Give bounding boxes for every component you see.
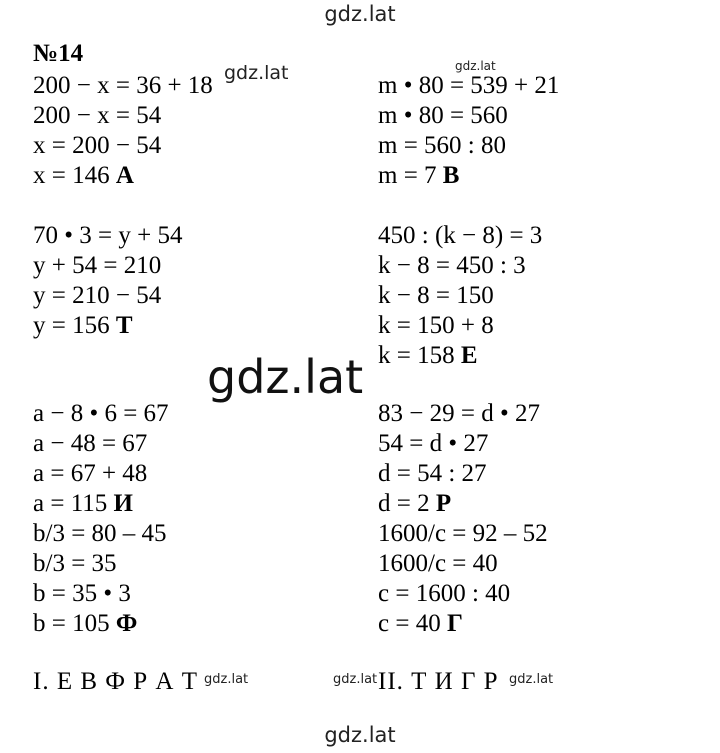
equation-line: 54 = d • 27	[378, 430, 489, 457]
equation-line: m = 560 : 80	[378, 132, 506, 159]
result-letter: Е	[460, 342, 478, 369]
equation-line: k − 8 = 150	[378, 282, 494, 309]
equation-line: 1600/c = 92 – 52	[378, 520, 548, 547]
result-text: y = 156	[33, 312, 116, 339]
result-letter: Т	[115, 312, 133, 339]
equation-result	[378, 161, 559, 191]
result-letter: А	[115, 162, 134, 189]
equation-line: c = 1600 : 40	[378, 580, 511, 607]
equation-line: 83 − 29 = d • 27	[378, 400, 540, 427]
equation-line: y + 54 = 210	[33, 252, 162, 279]
equation-result	[33, 311, 182, 341]
answer-tigris: II. Т И Г Р	[378, 668, 499, 695]
result-text: d = 2	[378, 490, 436, 517]
equation-line: m • 80 = 560	[378, 102, 508, 129]
equation-result	[378, 489, 548, 519]
equation-block-y	[33, 221, 182, 341]
result-text: b = 105	[33, 610, 116, 637]
equation-line: m • 80 = 539 + 21	[378, 72, 560, 99]
equation-line: k = 150 + 8	[378, 312, 494, 339]
result-letter: Р	[435, 490, 452, 517]
result-letter: Г	[446, 610, 463, 637]
equation-line: 200 − x = 54	[33, 102, 162, 129]
equation-line: a − 8 • 6 = 67	[33, 400, 169, 427]
watermark-top: gdz.lat	[324, 2, 396, 26]
answer-euphrates: I. Е В Ф Р А Т	[33, 668, 199, 695]
equation-block-m	[378, 71, 559, 191]
equation-line: b = 35 • 3	[33, 580, 131, 607]
equation-line: b/3 = 35	[33, 550, 117, 577]
equation-line: x = 200 − 54	[33, 132, 162, 159]
equation-result	[33, 489, 169, 519]
equation-block-a	[33, 71, 213, 191]
result-letter: В	[442, 162, 460, 189]
watermark-small: gdz.lat	[509, 672, 554, 687]
equation-line: 450 : (k − 8) = 3	[378, 222, 543, 249]
result-text: c = 40	[378, 610, 447, 637]
equation-line: a = 67 + 48	[33, 460, 148, 487]
equation-result	[378, 609, 548, 639]
equation-result	[378, 341, 542, 371]
watermark-large: gdz.lat	[207, 350, 364, 404]
equation-line: y = 210 − 54	[33, 282, 162, 309]
watermark-small: gdz.lat	[333, 672, 378, 687]
watermark-small: gdz.lat	[204, 672, 249, 687]
result-text: x = 146	[33, 162, 116, 189]
watermark-bottom: gdz.lat	[324, 723, 396, 747]
equation-line: k − 8 = 450 : 3	[378, 252, 526, 279]
equation-result	[33, 609, 169, 639]
watermark-small: gdz.lat	[224, 62, 289, 84]
equation-line: 1600/c = 40	[378, 550, 498, 577]
equation-line: 200 − x = 36 + 18	[33, 72, 213, 99]
result-letter: Ф	[115, 610, 138, 637]
equation-line: d = 54 : 27	[378, 460, 487, 487]
equation-block-a-b	[33, 399, 169, 639]
result-text: a = 115	[33, 490, 114, 517]
result-text: m = 7	[378, 162, 443, 189]
result-letter: И	[113, 490, 133, 517]
problem-number: №14	[33, 40, 84, 67]
result-text: k = 158	[378, 342, 461, 369]
equation-block-k	[378, 221, 542, 371]
equation-result	[33, 161, 213, 191]
equation-line: a − 48 = 67	[33, 430, 148, 457]
equation-block-d-c	[378, 399, 548, 639]
watermark-small: gdz.lat	[455, 59, 496, 73]
equation-line: 70 • 3 = y + 54	[33, 222, 183, 249]
equation-line: b/3 = 80 – 45	[33, 520, 167, 547]
